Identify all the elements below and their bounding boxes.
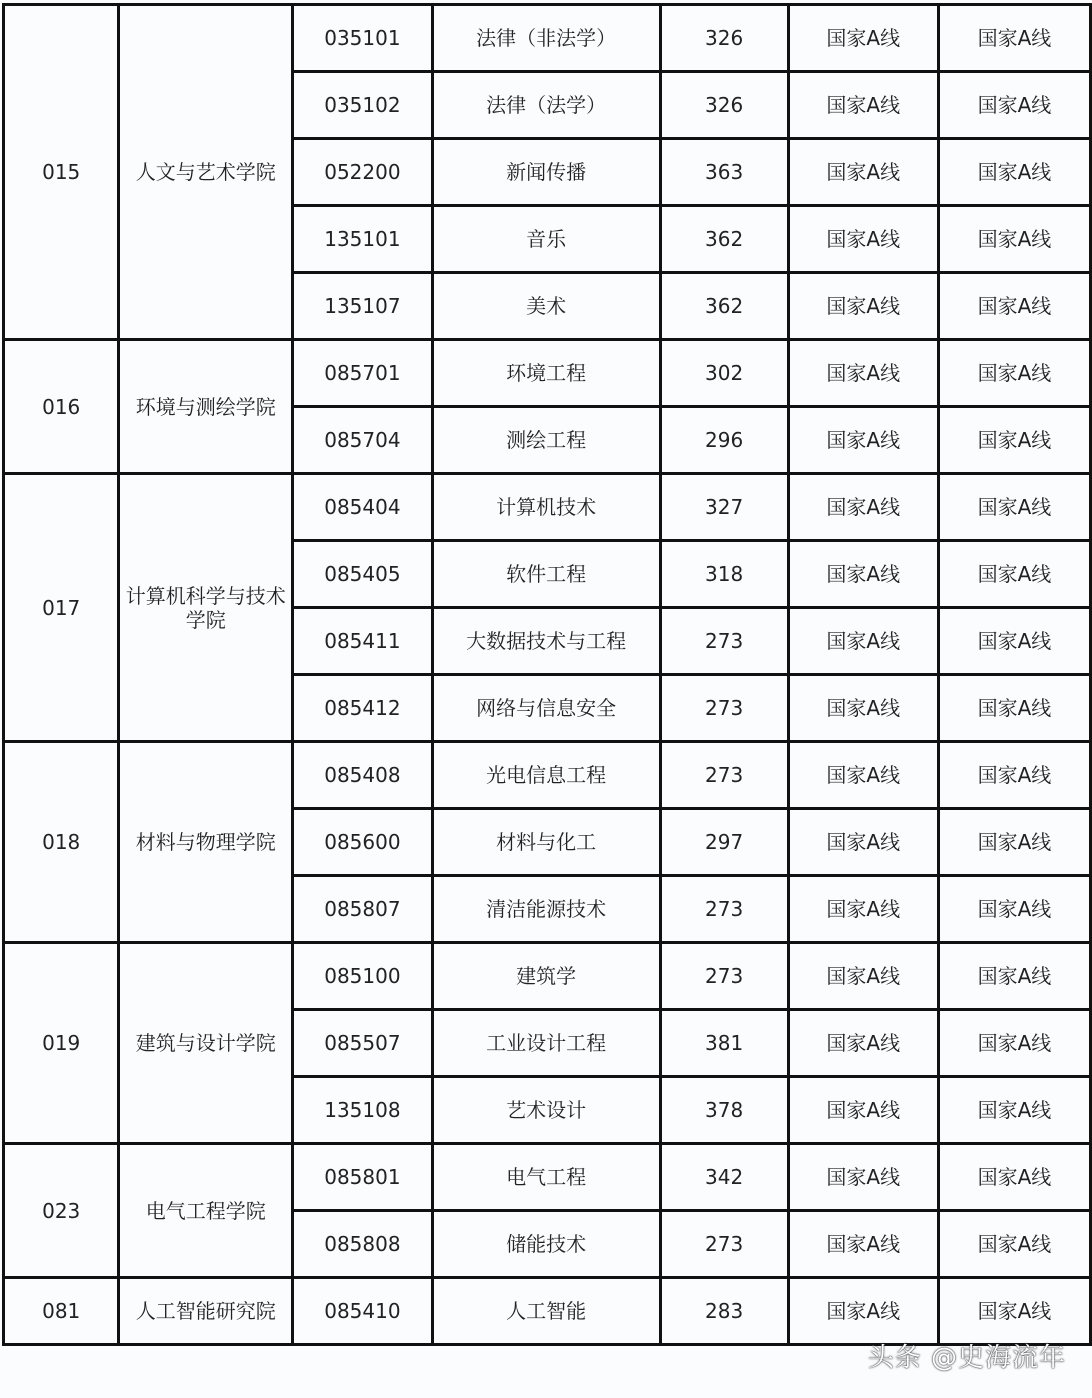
college-name-cell: 计算机科学与技术学院 xyxy=(119,474,293,742)
line-cell: 国家A线 xyxy=(938,943,1090,1010)
line-cell: 国家A线 xyxy=(788,608,938,675)
table-row xyxy=(4,1278,1091,1345)
score-cell: 273 xyxy=(660,742,788,809)
line-cell: 国家A线 xyxy=(788,407,938,474)
major-name-cell: 软件工程 xyxy=(432,541,660,608)
line-cell: 国家A线 xyxy=(938,809,1090,876)
major-code-cell: 085507 xyxy=(293,1010,433,1077)
major-code-cell: 052200 xyxy=(293,139,433,206)
line-cell: 国家A线 xyxy=(788,340,938,407)
line-cell: 国家A线 xyxy=(788,273,938,340)
score-cell: 273 xyxy=(660,675,788,742)
major-code-cell: 085701 xyxy=(293,340,433,407)
major-name-cell: 新闻传播 xyxy=(432,139,660,206)
score-cell: 378 xyxy=(660,1077,788,1144)
line-cell: 国家A线 xyxy=(788,943,938,1010)
score-cell: 297 xyxy=(660,809,788,876)
watermark: 头条 @史海流年 xyxy=(867,1343,1066,1373)
major-name-cell: 工业设计工程 xyxy=(432,1010,660,1077)
major-name-cell: 电气工程 xyxy=(432,1144,660,1211)
major-code-cell: 135107 xyxy=(293,273,433,340)
line-cell: 国家A线 xyxy=(788,541,938,608)
line-cell: 国家A线 xyxy=(938,1144,1090,1211)
score-cell: 327 xyxy=(660,474,788,541)
table-row xyxy=(4,943,1091,1010)
major-code-cell: 085807 xyxy=(293,876,433,943)
major-code-cell: 135101 xyxy=(293,206,433,273)
line-cell: 国家A线 xyxy=(938,1077,1090,1144)
line-cell: 国家A线 xyxy=(938,5,1090,72)
line-cell: 国家A线 xyxy=(938,72,1090,139)
line-cell: 国家A线 xyxy=(938,675,1090,742)
score-cell: 342 xyxy=(660,1144,788,1211)
score-cell: 296 xyxy=(660,407,788,474)
line-cell: 国家A线 xyxy=(938,273,1090,340)
college-name-cell: 电气工程学院 xyxy=(119,1144,293,1278)
line-cell: 国家A线 xyxy=(938,340,1090,407)
college-code-cell: 016 xyxy=(4,340,119,474)
major-name-cell: 人工智能 xyxy=(432,1278,660,1345)
table-row xyxy=(4,742,1091,809)
line-cell: 国家A线 xyxy=(788,1144,938,1211)
line-cell: 国家A线 xyxy=(788,139,938,206)
major-name-cell: 法律（非法学） xyxy=(432,5,660,72)
line-cell: 国家A线 xyxy=(788,1077,938,1144)
line-cell: 国家A线 xyxy=(788,72,938,139)
line-cell: 国家A线 xyxy=(938,541,1090,608)
college-name-cell: 建筑与设计学院 xyxy=(119,943,293,1144)
college-code-cell: 017 xyxy=(4,474,119,742)
major-name-cell: 建筑学 xyxy=(432,943,660,1010)
table-row xyxy=(4,1144,1091,1211)
major-name-cell: 测绘工程 xyxy=(432,407,660,474)
major-name-cell: 计算机技术 xyxy=(432,474,660,541)
major-name-cell: 网络与信息安全 xyxy=(432,675,660,742)
score-cell: 283 xyxy=(660,1278,788,1345)
admission-score-table xyxy=(2,3,1092,1346)
major-name-cell: 音乐 xyxy=(432,206,660,273)
line-cell: 国家A线 xyxy=(938,407,1090,474)
major-name-cell: 储能技术 xyxy=(432,1211,660,1278)
line-cell: 国家A线 xyxy=(938,474,1090,541)
line-cell: 国家A线 xyxy=(788,675,938,742)
line-cell: 国家A线 xyxy=(938,742,1090,809)
college-code-cell: 015 xyxy=(4,5,119,340)
major-code-cell: 135108 xyxy=(293,1077,433,1144)
major-name-cell: 大数据技术与工程 xyxy=(432,608,660,675)
major-code-cell: 085412 xyxy=(293,675,433,742)
major-name-cell: 法律（法学） xyxy=(432,72,660,139)
line-cell: 国家A线 xyxy=(788,876,938,943)
major-code-cell: 085808 xyxy=(293,1211,433,1278)
line-cell: 国家A线 xyxy=(788,809,938,876)
line-cell: 国家A线 xyxy=(788,1211,938,1278)
score-cell: 326 xyxy=(660,72,788,139)
line-cell: 国家A线 xyxy=(788,1010,938,1077)
table-row xyxy=(4,5,1091,72)
major-code-cell: 085405 xyxy=(293,541,433,608)
major-code-cell: 085100 xyxy=(293,943,433,1010)
major-name-cell: 光电信息工程 xyxy=(432,742,660,809)
score-cell: 362 xyxy=(660,206,788,273)
major-code-cell: 085600 xyxy=(293,809,433,876)
major-code-cell: 035101 xyxy=(293,5,433,72)
line-cell: 国家A线 xyxy=(938,206,1090,273)
major-code-cell: 085410 xyxy=(293,1278,433,1345)
major-name-cell: 美术 xyxy=(432,273,660,340)
table-row xyxy=(4,474,1091,541)
score-cell: 362 xyxy=(660,273,788,340)
college-code-cell: 023 xyxy=(4,1144,119,1278)
major-code-cell: 085801 xyxy=(293,1144,433,1211)
score-cell: 318 xyxy=(660,541,788,608)
college-name-cell: 材料与物理学院 xyxy=(119,742,293,943)
score-cell: 381 xyxy=(660,1010,788,1077)
score-cell: 273 xyxy=(660,943,788,1010)
college-code-cell: 018 xyxy=(4,742,119,943)
major-code-cell: 035102 xyxy=(293,72,433,139)
line-cell: 国家A线 xyxy=(938,139,1090,206)
score-cell: 273 xyxy=(660,1211,788,1278)
major-name-cell: 艺术设计 xyxy=(432,1077,660,1144)
score-cell: 273 xyxy=(660,608,788,675)
college-code-cell: 019 xyxy=(4,943,119,1144)
college-name-cell: 人文与艺术学院 xyxy=(119,5,293,340)
line-cell: 国家A线 xyxy=(788,206,938,273)
major-code-cell: 085411 xyxy=(293,608,433,675)
line-cell: 国家A线 xyxy=(938,1211,1090,1278)
major-code-cell: 085408 xyxy=(293,742,433,809)
college-code-cell: 081 xyxy=(4,1278,119,1345)
line-cell: 国家A线 xyxy=(788,5,938,72)
score-cell: 273 xyxy=(660,876,788,943)
major-name-cell: 清洁能源技术 xyxy=(432,876,660,943)
line-cell: 国家A线 xyxy=(938,876,1090,943)
college-name-cell: 人工智能研究院 xyxy=(119,1278,293,1345)
line-cell: 国家A线 xyxy=(788,742,938,809)
line-cell: 国家A线 xyxy=(938,1278,1090,1345)
line-cell: 国家A线 xyxy=(938,1010,1090,1077)
score-cell: 326 xyxy=(660,5,788,72)
score-cell: 302 xyxy=(660,340,788,407)
line-cell: 国家A线 xyxy=(938,608,1090,675)
table-row xyxy=(4,340,1091,407)
line-cell: 国家A线 xyxy=(788,1278,938,1345)
score-cell: 363 xyxy=(660,139,788,206)
major-name-cell: 环境工程 xyxy=(432,340,660,407)
college-name-cell: 环境与测绘学院 xyxy=(119,340,293,474)
major-name-cell: 材料与化工 xyxy=(432,809,660,876)
line-cell: 国家A线 xyxy=(788,474,938,541)
major-code-cell: 085704 xyxy=(293,407,433,474)
major-code-cell: 085404 xyxy=(293,474,433,541)
